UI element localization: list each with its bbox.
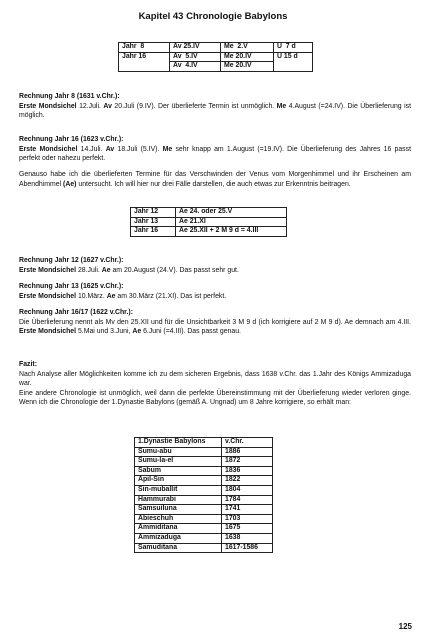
table-row: [135, 447, 273, 457]
table-cell: Ae 21.XI: [176, 217, 287, 227]
table-cell: U 15 d: [274, 52, 313, 62]
table-row: [135, 495, 273, 505]
table-cell: Av 25.IV: [170, 43, 221, 53]
table-row: [135, 524, 273, 534]
year-cell: 1638: [222, 533, 273, 543]
table-row: [131, 208, 287, 218]
year-cell: 1784: [222, 495, 273, 505]
heading-year-13: Rechnung Jahr 13 (1625 v.Chr.):: [19, 283, 124, 290]
table-row: [135, 466, 273, 476]
table-row: [135, 543, 273, 553]
year-cell: 1804: [222, 485, 273, 495]
year-cell: 1703: [222, 514, 273, 524]
year-cell: 1836: [222, 466, 273, 476]
table-row: [135, 533, 273, 543]
table-cell: [274, 62, 313, 72]
table-cell: Jahr 16: [131, 227, 176, 237]
paragraph-genauso: Genauso habe ich die überlieferten Termine für das Verschwinden der Venus vom Morgenhimmel und ihr Erscheinen am Abendhimmel (Ae) untersucht. Ich will hier nur drei Fälle darstellen, die auch etwas zur Erkenntnis beitragen.: [19, 171, 411, 188]
king-name-cell: Sumu-abu: [135, 447, 222, 457]
table-cell: Me 20.IV: [221, 52, 274, 62]
table-cell: Ae 25.XII + 2 M 9 d = 4.III: [176, 227, 287, 237]
heading-year-12: Rechnung Jahr 12 (1627 v.Chr.):: [19, 257, 124, 264]
table-row: [135, 514, 273, 524]
table-row: [131, 227, 287, 237]
table-cell: Av 4.IV: [170, 62, 221, 72]
table-row: [135, 505, 273, 515]
table-cell: Me 20.IV: [221, 62, 274, 72]
label-first-crescent: Erste Mondsichel: [19, 145, 78, 153]
heading-year-8: Rechnung Jahr 8 (1631 v.Chr.):: [19, 93, 120, 100]
table-header-row: [135, 438, 273, 448]
ae-table: [130, 207, 287, 237]
table-row: [119, 62, 313, 72]
year-cell: 1872: [222, 457, 273, 467]
table-cell: Jahr 13: [131, 217, 176, 227]
king-name-cell: Sin-muballit: [135, 485, 222, 495]
dynasty-table: [134, 437, 273, 553]
section-year-16-17: Rechnung Jahr 16/17 (1622 v.Chr.): Die Überlieferung nennt als Mv den 25.XII und für die Unsichtbarkeit 3 M 9 d (ich korrigiere auf 2 M 9 d). Ae demnach am 4.III. Erste Mondsichel 5.Mai und 3.Juni, Ae 6.Juni (=4.III). Das passt genau.: [19, 309, 411, 336]
table-cell: [119, 62, 170, 72]
heading-year-16: Rechnung Jahr 16 (1623 v.Chr.):: [19, 136, 124, 143]
table-row: [119, 52, 313, 62]
table-row: [135, 485, 273, 495]
table-cell: Ae 24. oder 25.V: [176, 208, 287, 218]
year-cell: 1617-1586: [222, 543, 273, 553]
section-fazit: Fazit: Nach Analyse aller Möglichkeiten komme ich zu dem sicheren Ergebnis, dass 1638 v.Chr. das 1.Jahr des Königs Ammizaduga war. Eine andere Chronologie ist unmöglich, weil dann die perfekte Übereinstimmung mit der Überlieferung wieder verloren ginge. Wenn ich die Chronologie der 1.Dynastie Babylons (gemäß A. Ungnad) um 8 Jahre korrigiere, so erhält man:: [19, 361, 411, 407]
king-name-cell: Ammiditana: [135, 524, 222, 534]
column-header: v.Chr.: [222, 438, 273, 448]
heading-fazit: Fazit:: [19, 361, 37, 368]
king-name-cell: Sumu-la-el: [135, 457, 222, 467]
king-name-cell: Sabum: [135, 466, 222, 476]
table-cell: Me 2.V: [221, 43, 274, 53]
table-cell: Jahr 8: [119, 43, 170, 53]
king-name-cell: Samsuiluna: [135, 505, 222, 515]
page-title: Kapitel 43 Chronologie Babylons: [138, 11, 288, 22]
page-number: 125: [398, 622, 412, 631]
column-header: 1.Dynastie Babylons: [135, 438, 222, 448]
year-cell: 1822: [222, 476, 273, 486]
table-cell: Av 5.IV: [170, 52, 221, 62]
table-cell: Jahr 12: [131, 208, 176, 218]
king-name-cell: Samuditana: [135, 543, 222, 553]
year-cell: 1675: [222, 524, 273, 534]
king-name-cell: Abieschuh: [135, 514, 222, 524]
section-year-16: Rechnung Jahr 16 (1623 v.Chr.): Erste Mondsichel 14.Juli. Av 18.Juli (5.IV). Me sehr knapp am 1.August (=19.IV). Die Überlieferung des Jahres 16 passt perfekt oder nahezu perfekt.: [19, 136, 411, 163]
month-table-venus-years: [118, 42, 313, 72]
year-cell: 1886: [222, 447, 273, 457]
label-first-crescent: Erste Mondsichel: [19, 102, 77, 110]
table-row: [135, 457, 273, 467]
section-year-12: Rechnung Jahr 12 (1627 v.Chr.): Erste Mondsichel 28.Juli. Ae am 20.August (24.V). Das passt sehr gut.: [19, 257, 239, 274]
king-name-cell: Apil-Sin: [135, 476, 222, 486]
section-year-13: Rechnung Jahr 13 (1625 v.Chr.): Erste Mondsichel 10.März. Ae am 30.März (21.XI). Das ist perfekt.: [19, 283, 227, 300]
table-row: [119, 43, 313, 53]
section-year-8: Rechnung Jahr 8 (1631 v.Chr.): Erste Mondsichel 12.Juli. Av 20.Juli (9.IV). Der überlieferte Termin ist unmöglich. Me 4.August (=24.IV). Die Überlieferung ist möglich.: [19, 93, 411, 120]
year-cell: 1741: [222, 505, 273, 515]
king-name-cell: Ammizaduga: [135, 533, 222, 543]
table-cell: U 7 d: [274, 43, 313, 53]
table-row: [135, 476, 273, 486]
king-name-cell: Hammurabi: [135, 495, 222, 505]
table-row: [131, 217, 287, 227]
table-cell: Jahr 16: [119, 52, 170, 62]
heading-year-16-17: Rechnung Jahr 16/17 (1622 v.Chr.):: [19, 309, 133, 316]
